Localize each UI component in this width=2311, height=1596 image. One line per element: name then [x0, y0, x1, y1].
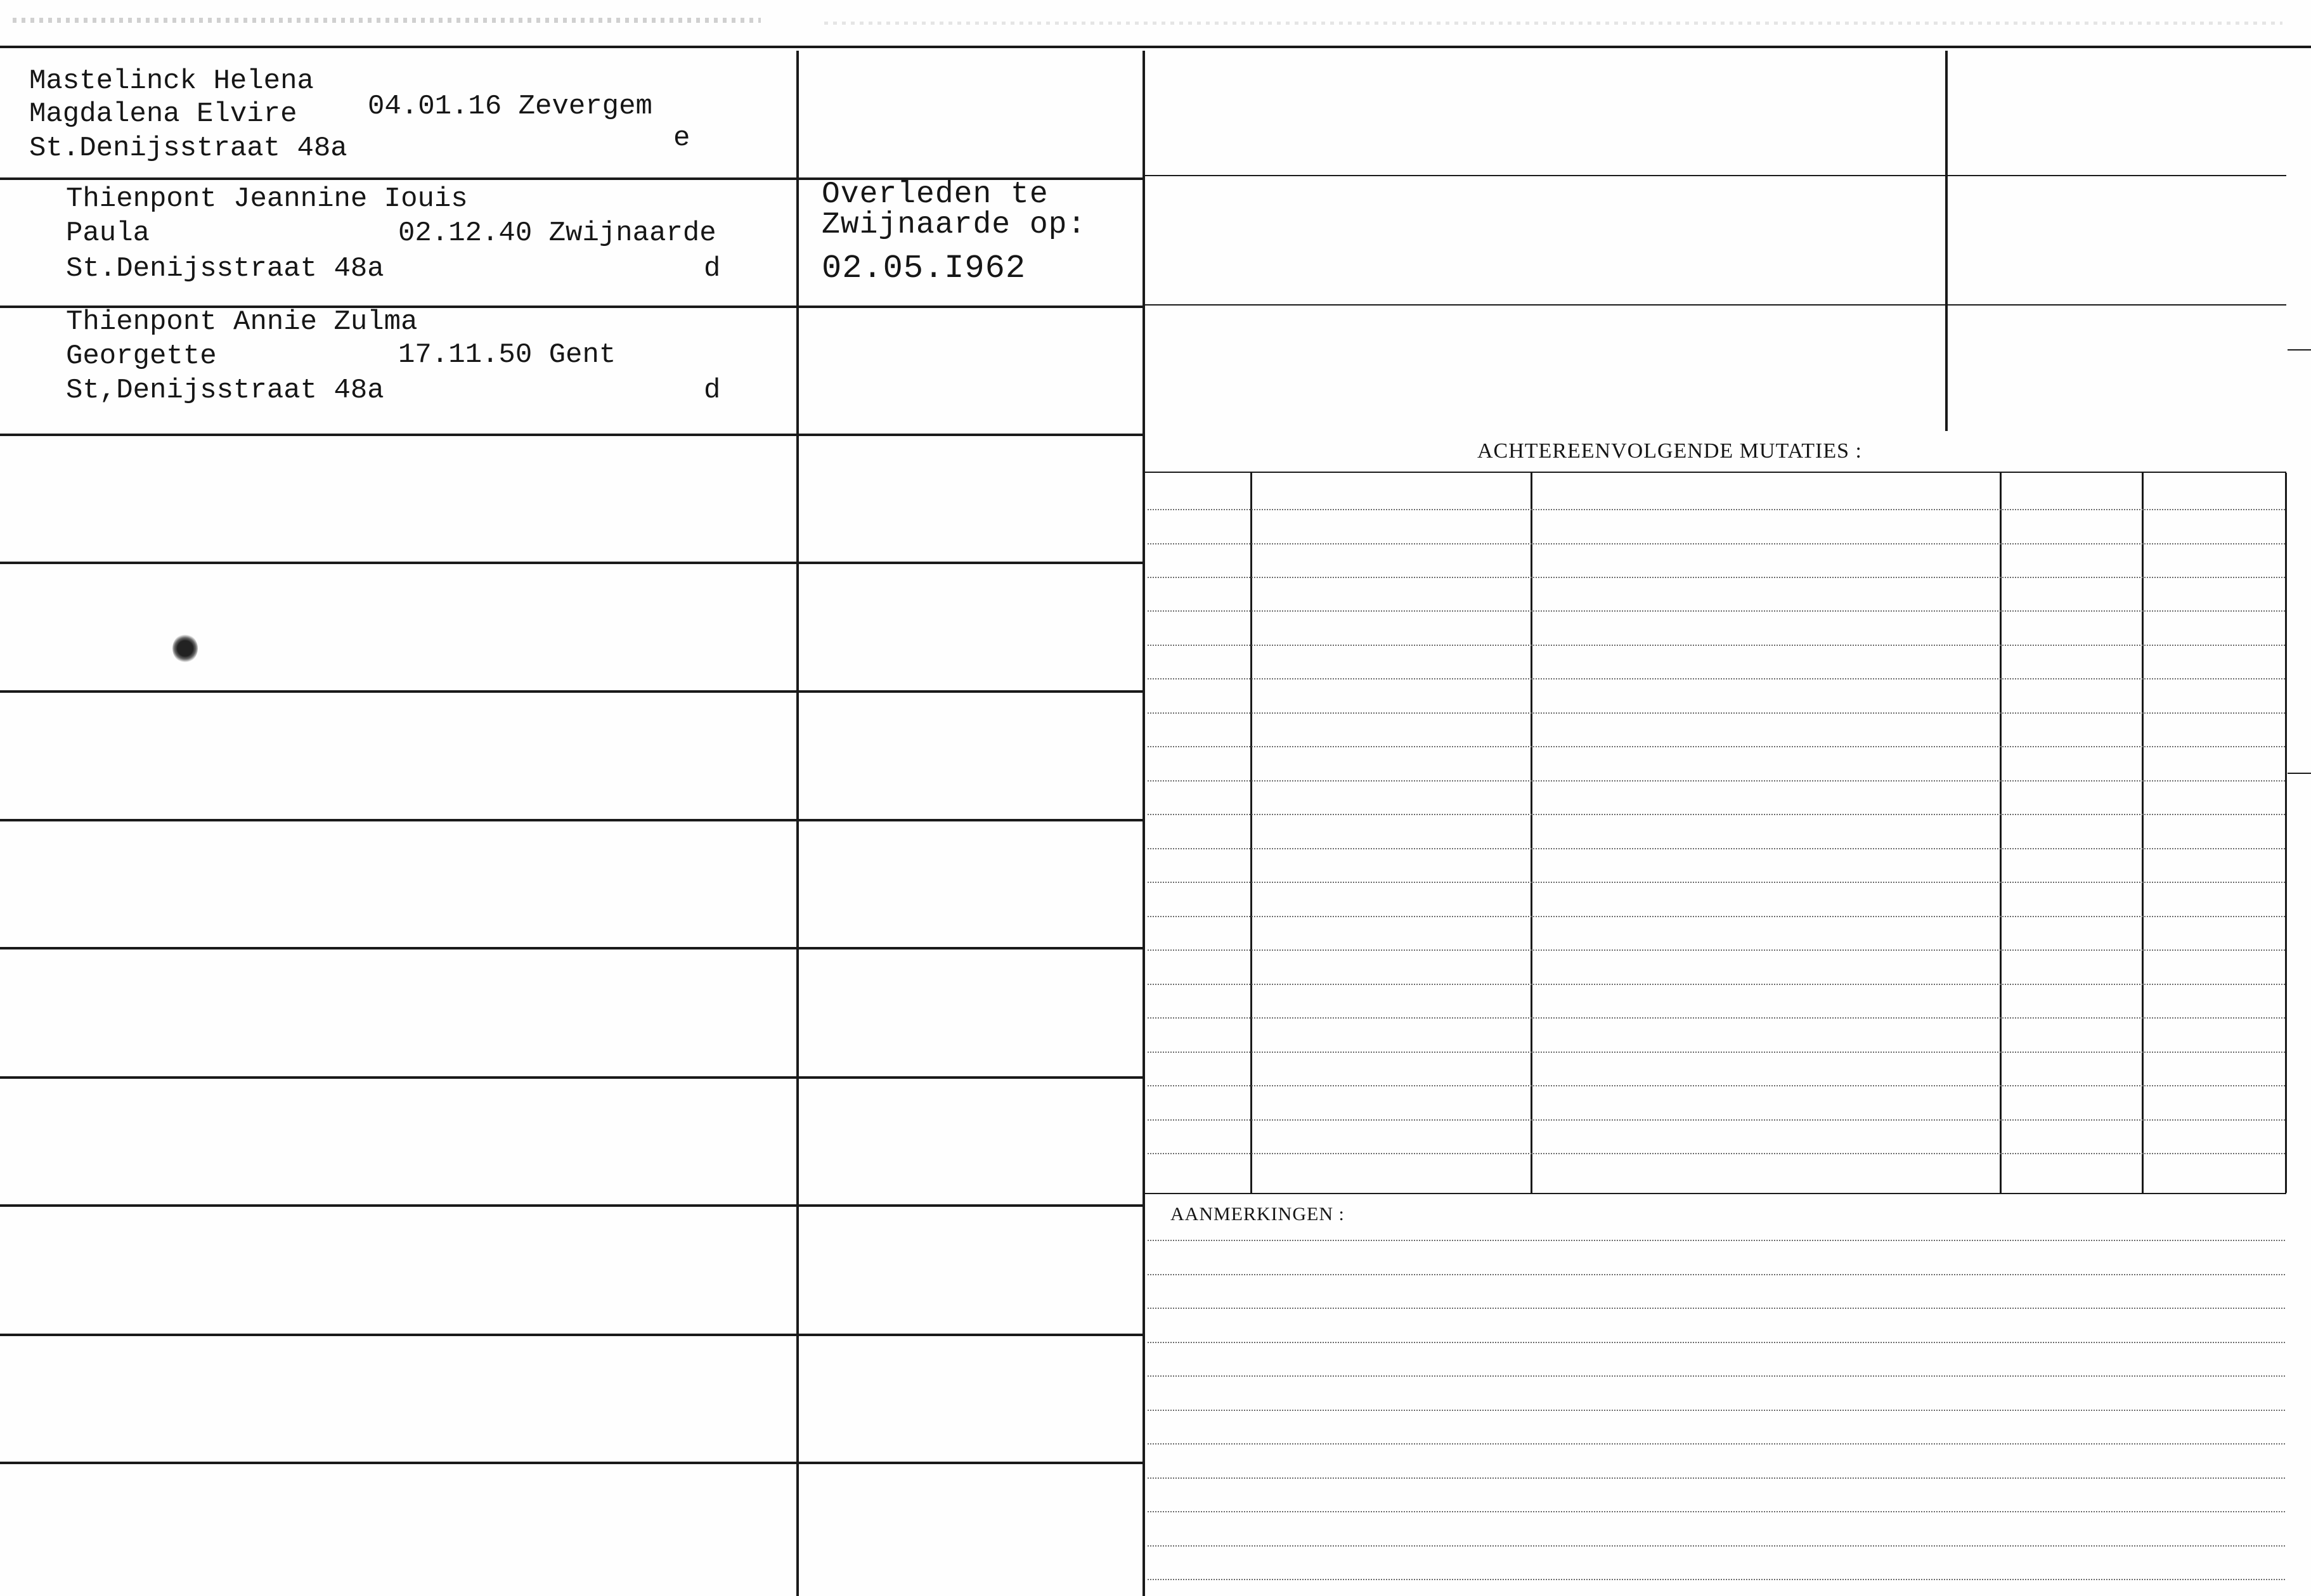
mutaties-row-line	[1148, 780, 2285, 782]
right-row-separator	[1145, 304, 2286, 306]
row-separator	[0, 562, 1143, 564]
row-separator	[0, 1076, 1143, 1079]
column-divider-right	[1945, 51, 1948, 431]
aanmerkingen-line	[1148, 1443, 2285, 1445]
mutaties-row-line	[1148, 984, 2285, 985]
aanmerkingen-line	[1148, 1477, 2285, 1479]
row-separator	[0, 690, 1143, 693]
right-row-separator	[1145, 175, 2286, 176]
aanmerkingen-line	[1148, 1342, 2285, 1343]
resident-2-code: d	[704, 253, 721, 285]
resident-1-address: St.Denijsstraat 48a	[29, 132, 347, 164]
aanmerkingen-line	[1148, 1274, 2285, 1275]
row-separator	[0, 819, 1143, 821]
resident-3-address: St,Denijsstraat 48a	[66, 375, 384, 406]
mutaties-row-line	[1148, 746, 2285, 747]
resident-1-birth: 04.01.16 Zevergem	[368, 91, 652, 122]
mutaties-row-line	[1148, 882, 2285, 883]
mutaties-row-line	[1148, 1052, 2285, 1053]
resident-3-name-line1: Thienpont Annie Zulma	[66, 306, 418, 338]
mutaties-top-line	[1145, 472, 2286, 473]
resident-2-birth: 02.12.40 Zwijnaarde	[398, 217, 716, 249]
aanmerkingen-line	[1148, 1511, 2285, 1512]
mutaties-row-line	[1148, 1085, 2285, 1086]
scan-noise-top-right	[824, 22, 2282, 25]
resident-3-birth: 17.11.50 Gent	[398, 339, 616, 371]
mutaties-row-line	[1148, 949, 2285, 951]
row-separator	[0, 434, 1143, 436]
mutaties-row-line	[1148, 916, 2285, 917]
row-separator	[0, 1334, 1143, 1336]
aanmerkingen-line	[1148, 1375, 2285, 1377]
aanmerkingen-line	[1148, 1240, 2285, 1241]
resident-2-address: St.Denijsstraat 48a	[66, 253, 384, 285]
ink-smudge	[172, 634, 198, 663]
mutaties-header: ACHTEREENVOLGENDE MUTATIES :	[1477, 439, 1862, 463]
row-separator	[0, 1462, 1143, 1464]
mutaties-bottom-line	[1145, 1193, 2286, 1194]
resident-3-name-line2: Georgette	[66, 340, 217, 372]
top-border-line	[0, 46, 2311, 48]
row-separator	[0, 947, 1143, 949]
resident-2-name-line2: Paula	[66, 217, 150, 249]
aanmerkingen-line	[1148, 1308, 2285, 1309]
resident-2-remark-line1: Overleden te	[822, 177, 1049, 212]
column-divider-middle	[1143, 51, 1145, 1596]
aanmerkingen-header: AANMERKINGEN :	[1170, 1204, 1345, 1225]
mutaties-row-line	[1148, 678, 2285, 679]
aanmerkingen-line	[1148, 1410, 2285, 1411]
mutaties-row-line	[1148, 848, 2285, 849]
margin-tick	[2288, 773, 2311, 774]
mutaties-row-line	[1148, 610, 2285, 612]
mutaties-row-line	[1148, 814, 2285, 815]
mutaties-row-line	[1148, 1119, 2285, 1121]
mutaties-col-5	[2285, 473, 2287, 1193]
scan-noise-top	[13, 18, 761, 23]
resident-1-name-line2: Magdalena Elvire	[29, 98, 297, 130]
row-separator	[0, 1204, 1143, 1207]
mutaties-row-line	[1148, 1153, 2285, 1154]
resident-1-name-line1: Mastelinck Helena	[29, 65, 314, 97]
mutaties-row-line	[1148, 543, 2285, 544]
column-divider-left	[796, 51, 799, 1596]
margin-tick	[2288, 349, 2311, 351]
aanmerkingen-line	[1148, 1545, 2285, 1547]
mutaties-row-line	[1148, 712, 2285, 714]
mutaties-row-line	[1148, 509, 2285, 510]
aanmerkingen-line	[1148, 1579, 2285, 1580]
resident-2-remark-line3: 02.05.I962	[822, 250, 1026, 287]
resident-2-name-line1: Thienpont Jeannine Iouis	[66, 183, 468, 215]
resident-1-code: e	[673, 122, 690, 154]
mutaties-row-line	[1148, 577, 2285, 578]
resident-2-remark-line2: Zwijnaarde op:	[822, 208, 1087, 242]
mutaties-row-line	[1148, 1017, 2285, 1019]
mutaties-row-line	[1148, 645, 2285, 646]
resident-3-code: d	[704, 375, 721, 406]
